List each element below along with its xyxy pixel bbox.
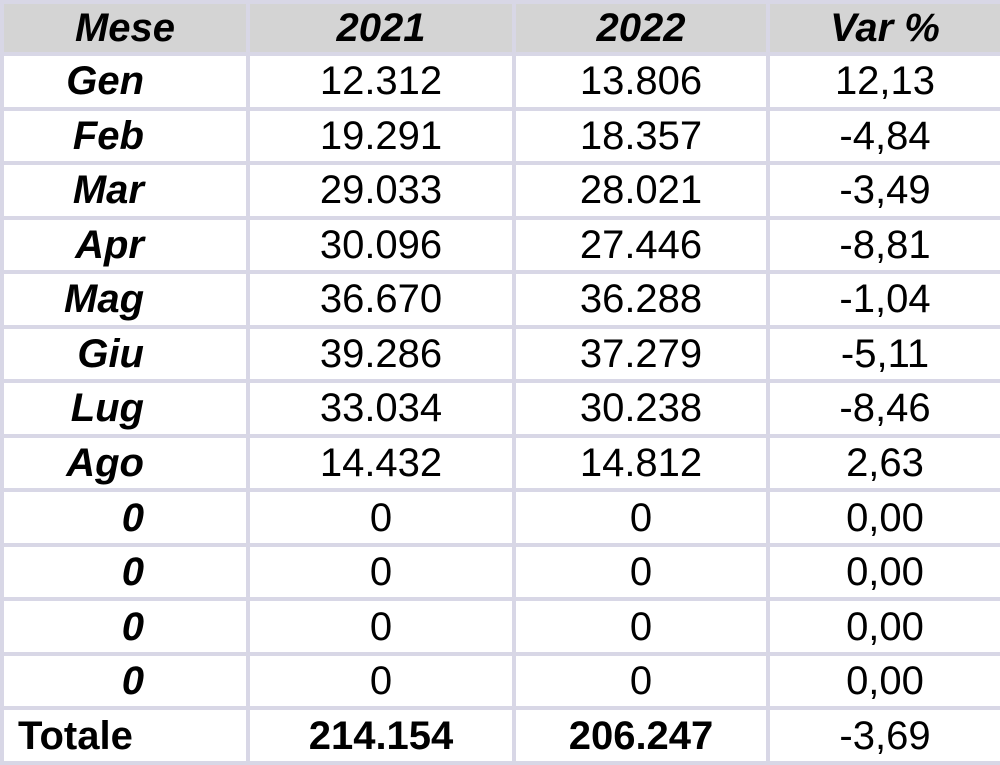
total-var-cell[interactable]: -3,69 — [768, 708, 1000, 763]
var-percent-cell[interactable]: -8,81 — [768, 218, 1000, 273]
value-2022-cell[interactable]: 14.812 — [514, 436, 768, 491]
value-2021-cell[interactable]: 19.291 — [248, 109, 514, 164]
value-2022-cell[interactable]: 0 — [514, 545, 768, 600]
table-row — [2, 163, 1000, 218]
value-2022-cell[interactable]: 28.021 — [514, 163, 768, 218]
value-2022-cell[interactable]: 37.279 — [514, 327, 768, 382]
total-2022-cell[interactable]: 206.247 — [514, 708, 768, 763]
month-cell[interactable]: 0 — [2, 545, 248, 600]
var-percent-cell[interactable]: -5,11 — [768, 327, 1000, 382]
table-row — [2, 327, 1000, 382]
value-2021-cell[interactable]: 12.312 — [248, 54, 514, 109]
month-cell[interactable]: 0 — [2, 654, 248, 709]
table-row — [2, 381, 1000, 436]
value-2021-cell[interactable]: 0 — [248, 490, 514, 545]
var-percent-cell[interactable]: 0,00 — [768, 545, 1000, 600]
var-percent-cell[interactable]: 0,00 — [768, 490, 1000, 545]
value-2021-cell[interactable]: 0 — [248, 545, 514, 600]
table-row — [2, 272, 1000, 327]
value-2021-cell[interactable]: 39.286 — [248, 327, 514, 382]
value-2022-cell[interactable]: 0 — [514, 599, 768, 654]
value-2021-cell[interactable]: 14.432 — [248, 436, 514, 491]
value-2022-cell[interactable]: 18.357 — [514, 109, 768, 164]
var-percent-cell[interactable]: -4,84 — [768, 109, 1000, 164]
var-percent-cell[interactable]: 0,00 — [768, 599, 1000, 654]
total-row — [2, 708, 1000, 763]
header-row — [2, 2, 1000, 54]
month-cell[interactable]: 0 — [2, 599, 248, 654]
month-cell[interactable]: Feb — [2, 109, 248, 164]
table-row — [2, 599, 1000, 654]
var-percent-cell[interactable]: -3,49 — [768, 163, 1000, 218]
total-label-cell[interactable]: Totale — [2, 708, 248, 763]
value-2021-cell[interactable]: 29.033 — [248, 163, 514, 218]
header-mese[interactable]: Mese — [2, 2, 248, 54]
month-cell[interactable]: Apr — [2, 218, 248, 273]
value-2022-cell[interactable]: 0 — [514, 490, 768, 545]
month-cell[interactable]: Mar — [2, 163, 248, 218]
value-2021-cell[interactable]: 30.096 — [248, 218, 514, 273]
var-percent-cell[interactable]: -1,04 — [768, 272, 1000, 327]
header-2022[interactable]: 2022 — [514, 2, 768, 54]
value-2021-cell[interactable]: 33.034 — [248, 381, 514, 436]
var-percent-cell[interactable]: 0,00 — [768, 654, 1000, 709]
header-var-percent[interactable]: Var % — [768, 2, 1000, 54]
table-row — [2, 109, 1000, 164]
value-2021-cell[interactable]: 36.670 — [248, 272, 514, 327]
month-cell[interactable]: Gen — [2, 54, 248, 109]
value-2022-cell[interactable]: 27.446 — [514, 218, 768, 273]
table-row — [2, 545, 1000, 600]
month-cell[interactable]: Mag — [2, 272, 248, 327]
var-percent-cell[interactable]: 12,13 — [768, 54, 1000, 109]
value-2021-cell[interactable]: 0 — [248, 599, 514, 654]
table-row — [2, 218, 1000, 273]
table-row — [2, 654, 1000, 709]
month-cell[interactable]: Lug — [2, 381, 248, 436]
table-row — [2, 54, 1000, 109]
value-2022-cell[interactable]: 30.238 — [514, 381, 768, 436]
var-percent-cell[interactable]: 2,63 — [768, 436, 1000, 491]
table-row — [2, 490, 1000, 545]
value-2021-cell[interactable]: 0 — [248, 654, 514, 709]
table-row — [2, 436, 1000, 491]
total-2021-cell[interactable]: 214.154 — [248, 708, 514, 763]
month-cell[interactable]: Ago — [2, 436, 248, 491]
value-2022-cell[interactable]: 36.288 — [514, 272, 768, 327]
table-body — [2, 54, 1000, 763]
var-percent-cell[interactable]: -8,46 — [768, 381, 1000, 436]
month-cell[interactable]: 0 — [2, 490, 248, 545]
header-2021[interactable]: 2021 — [248, 2, 514, 54]
month-cell[interactable]: Giu — [2, 327, 248, 382]
value-2022-cell[interactable]: 13.806 — [514, 54, 768, 109]
value-2022-cell[interactable]: 0 — [514, 654, 768, 709]
